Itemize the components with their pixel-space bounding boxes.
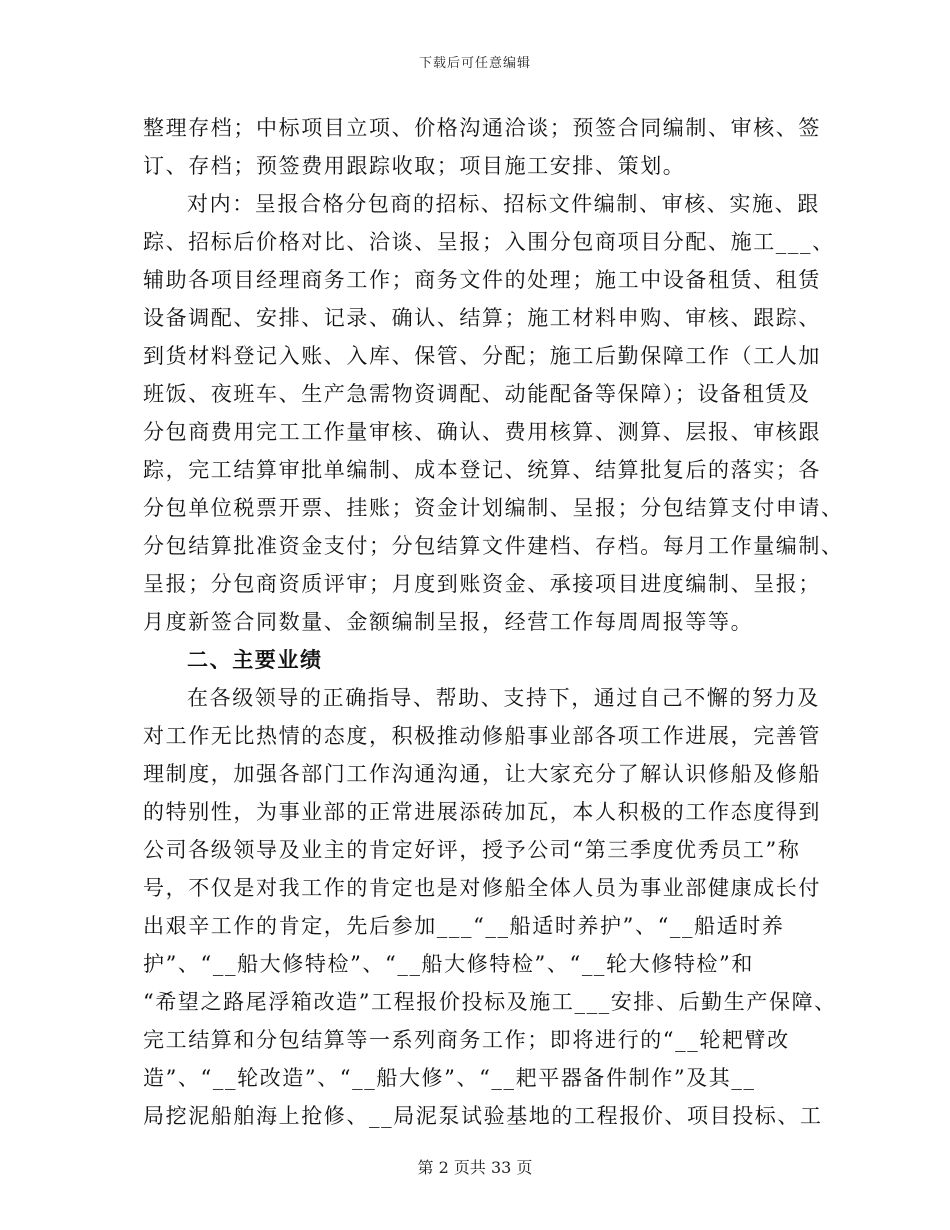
text-line: 订、存档；预签费用跟踪收取；项目施工安排、策划。 [143, 154, 686, 178]
text-line: 分包单位税票开票、挂账；资金计划编制、呈报；分包结算支付申请、 [143, 496, 844, 520]
text-line: 号，不仅是对我工作的肯定也是对修船全体人员为事业部健康成长付 [143, 876, 821, 900]
text-line: “希望之路尾浮箱改造”工程报价投标及施工___安排、后勤生产保障、 [143, 990, 837, 1014]
text-line: 局挖泥船舶海上抢修、__局泥泵试验基地的工程报价、项目投标、工 [143, 1104, 823, 1128]
page-footer: 第 2 页共 33 页 [417, 1158, 533, 1177]
text-line: 造”、“__轮改造”、“__船大修”、“__耙平器备件制作”及其__ [143, 1066, 756, 1090]
text-line: 辅助各项目经理商务工作；商务文件的处理；施工中设备租赁、租赁 [143, 268, 821, 292]
text-line: 班饭、夜班车、生产急需物资调配、动能配备等保障）；设备租赁及 [143, 382, 811, 406]
text-line: 踪，完工结算审批单编制、成本登记、统算、结算批复后的落实；各 [143, 458, 821, 482]
text-line: 公司各级领导及业主的肯定好评，授予公司“第三季度优秀员工”称 [143, 838, 801, 862]
text-line: 整理存档；中标项目立项、价格沟通洽谈；预签合同编制、审核、签 [143, 116, 821, 140]
text-line: 完工结算和分包结算等一系列商务工作；即将进行的“__轮耙臂改 [143, 1028, 790, 1052]
text-line: 月度新签合同数量、金额编制呈报，经营工作每周周报等等。 [143, 610, 754, 634]
text-line: 设备调配、安排、记录、确认、结算；施工材料申购、审核、跟踪、 [143, 306, 821, 330]
text-line: 出艰辛工作的肯定，先后参加___“__船适时养护”、“__船适时养 [143, 914, 785, 938]
text-line: 分包商费用完工工作量审核、确认、费用核算、测算、层报、审核跟 [143, 420, 821, 444]
text-line: 对工作无比热情的态度，积极推动修船事业部各项工作进展，完善管 [143, 724, 821, 748]
text-line: 护”、“__船大修特检”、“__船大修特检”、“__轮大修特检”和 [143, 952, 754, 976]
text-line: 的特别性，为事业部的正常进展添砖加瓦，本人积极的工作态度得到 [143, 800, 821, 824]
text-line: 到货材料登记入账、入库、保管、分配；施工后勤保障工作（工人加 [143, 344, 821, 368]
text-line: 在各级领导的正确指导、帮助、支持下，通过自己不懈的努力及 [187, 686, 820, 710]
section-heading: 二、主要业绩 [187, 647, 323, 672]
text-line: 踪、招标后价格对比、洽谈、呈报；入围分包商项目分配、施工___、 [143, 230, 835, 254]
document-body [143, 109, 844, 1135]
text-line: 理制度，加强各部门工作沟通沟通，让大家充分了解认识修船及修船 [143, 762, 821, 786]
page-header: 下载后可任意编辑 [418, 56, 531, 71]
text-line: 呈报；分包商资质评审；月度到账资金、承接项目进度编制、呈报； [143, 572, 821, 596]
text-line: 分包结算批准资金支付；分包结算文件建档、存档。每月工作量编制、 [143, 534, 844, 558]
text-line: 对内：呈报合格分包商的招标、招标文件编制、审核、实施、跟 [187, 192, 820, 216]
